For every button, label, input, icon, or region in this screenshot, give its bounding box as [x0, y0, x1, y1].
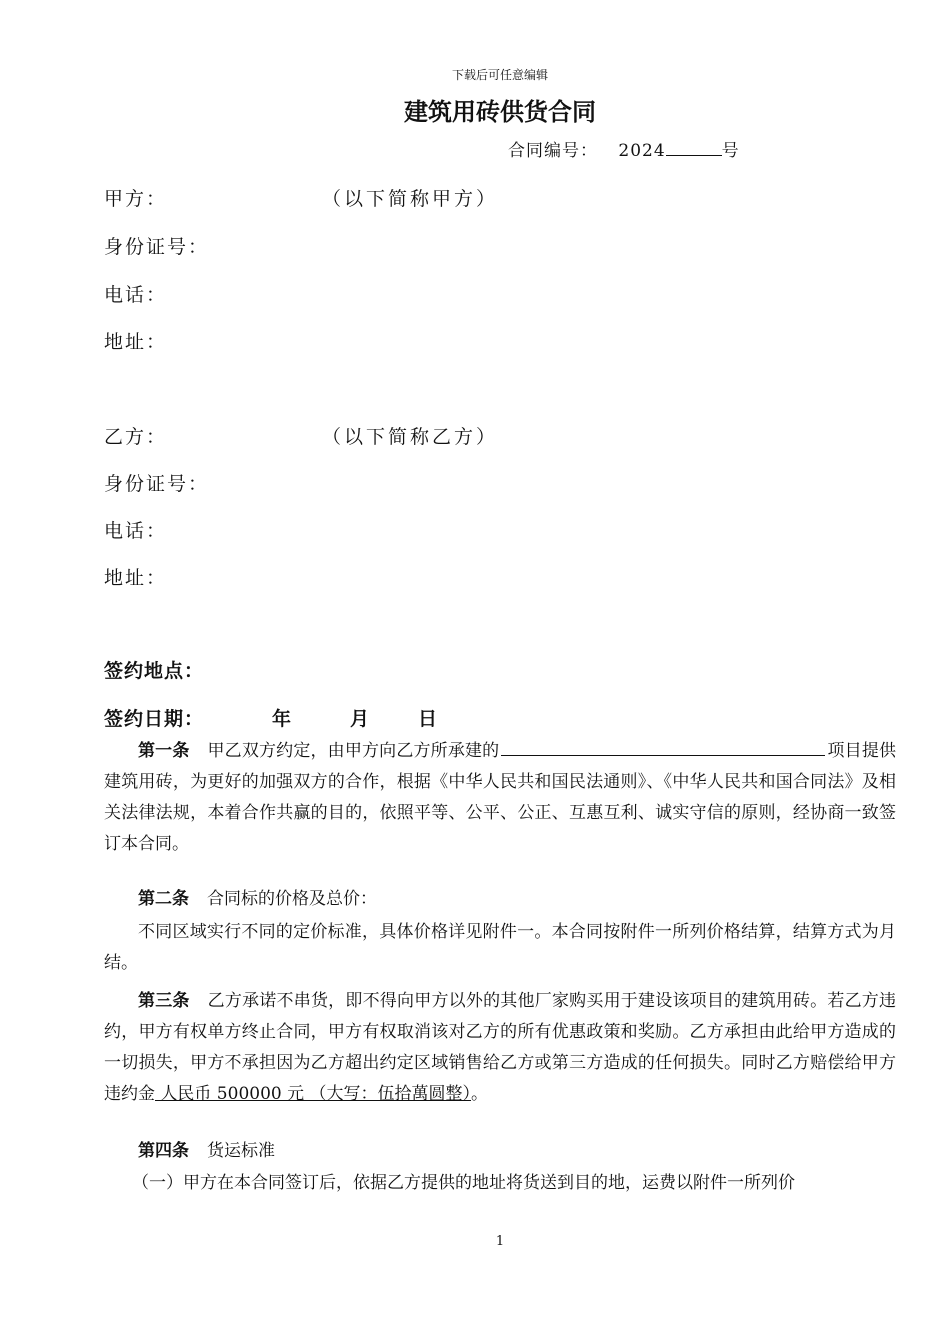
article-4-item-1 [104, 1168, 896, 1199]
party-a-note: （以下简称甲方） [322, 188, 499, 210]
signing-place-label: 签约地点： [104, 660, 205, 682]
contract-number [508, 136, 740, 161]
party-a-id-label: 身份证号： [104, 236, 210, 258]
header-note: 下载后可任意编辑 [451, 68, 548, 82]
contract-number-suffix: 号 [721, 141, 740, 161]
article-4-item-1-text: （一）甲方在本合同签订后，依据乙方提供的地址将货送到目的地，运费以附件一所列价 [132, 1173, 795, 1193]
article-3-end: 。 [471, 1084, 489, 1104]
party-b-phone-label: 电话： [104, 520, 168, 542]
contract-number-label: 合同编号： [508, 141, 598, 161]
article-4-heading: 第四条 [138, 1141, 189, 1161]
signing-date-label: 签约日期： [104, 708, 205, 730]
party-b-id-label: 身份证号： [104, 473, 210, 495]
party-a-phone-label: 电话： [104, 284, 168, 306]
article-1 [104, 736, 896, 860]
article-2-title: 合同标的价格及总价： [207, 889, 377, 909]
article-4-title: 货运标准 [207, 1141, 275, 1161]
signing-year: 年 [272, 708, 293, 730]
document-title: 建筑用砖供货合同 [404, 97, 596, 126]
article-3-penalty: 人民币 500000 元 （大写：伍拾萬圆整） [155, 1084, 472, 1104]
party-a-label: 甲方： [104, 188, 168, 210]
article-1-text-before: 甲乙双方约定，由甲方向乙方所承建的 [207, 741, 500, 761]
article-1-text-after: 项目提供建筑用砖，为更好的加强双方的合作，根据《中华人民共和国民法通则》、《中华人民共和国合同法》及相关法律法规，本着合作共赢的目的，依照平等、公平、公正、互惠互利、诚实守信的原则，经协商一致签订本合同。 [104, 741, 897, 854]
signing-month: 月 [350, 708, 371, 730]
article-3-heading: 第三条 [138, 991, 190, 1011]
article-2-body [104, 917, 896, 979]
contract-number-year: 2024 [618, 141, 666, 161]
signing-day: 日 [418, 708, 439, 730]
party-b-address-label: 地址： [104, 567, 168, 589]
article-1-heading: 第一条 [138, 741, 190, 761]
article-3 [104, 986, 896, 1110]
party-b-note: （以下简称乙方） [322, 426, 499, 448]
page-number: 1 [495, 1234, 505, 1249]
party-a-address-label: 地址： [104, 331, 168, 353]
project-name-blank [501, 739, 825, 756]
article-2-heading: 第二条 [138, 889, 189, 909]
contract-number-blank [666, 141, 722, 156]
article-2-heading-line [104, 884, 896, 915]
party-b-label: 乙方： [104, 426, 168, 448]
article-4-heading-line [104, 1136, 896, 1167]
article-2-text: 不同区域实行不同的定价标准，具体价格详见附件一。本合同按附件一所列价格结算，结算方式为月结。 [104, 922, 896, 973]
article-3-text: 乙方承诺不串货，即不得向甲方以外的其他厂家购买用于建设该项目的建筑用砖。若乙方违约，甲方有权单方终止合同，甲方有权取消该对乙方的所有优惠政策和奖励。乙方承担由此给甲方造成的一切损失，甲方不承担因为乙方超出约定区域销售给乙方或第三方造成的任何损失。同时乙方赔偿给甲方违约金 [104, 991, 897, 1104]
